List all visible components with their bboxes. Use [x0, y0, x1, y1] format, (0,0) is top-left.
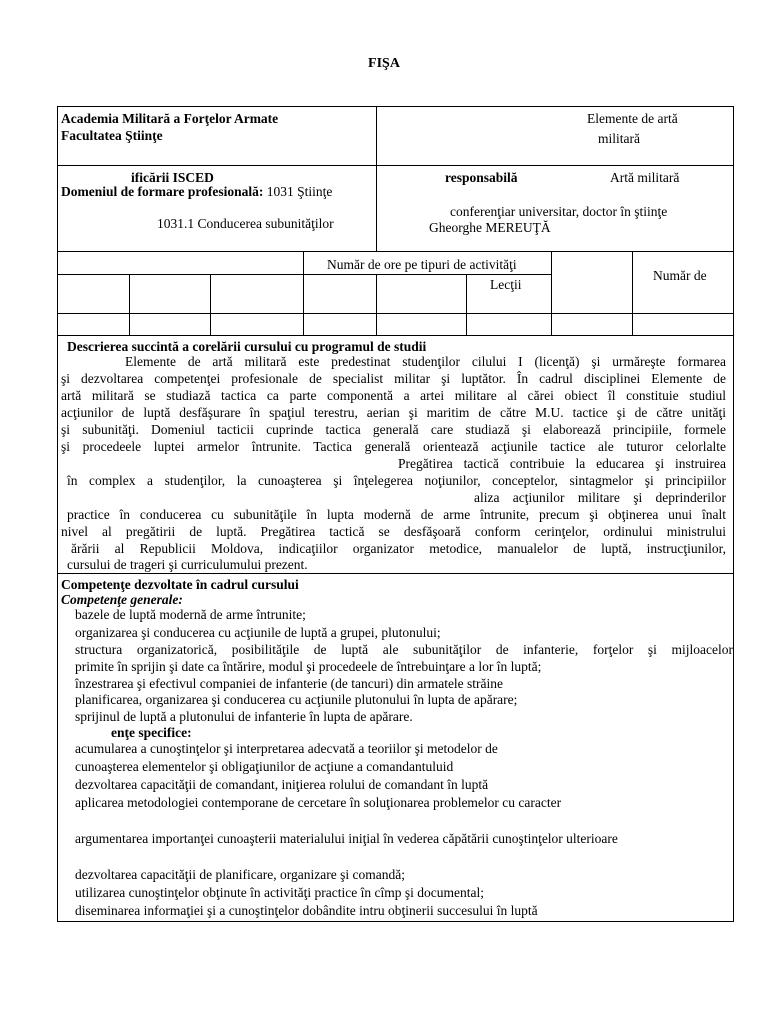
document-title: FIŞA: [368, 56, 400, 71]
list-item: structura organizatorică, posibilităţile de luptă ale subunităţilor de infanterie, forţelor şi mijloacelor: [75, 642, 733, 657]
list-item: cunoaşterea elementelor şi obligaţiunilor de acţiune a comandantuluid: [75, 759, 454, 774]
list-item: sprijinul de luptă a plutonului de infanterie în lupta de apărare.: [75, 709, 413, 724]
description-line: practice în conducerea cu subunităţile în lupta modernă de arme întrunite, precum şi obţinerea unui înalt: [67, 507, 726, 522]
course-name-line2: militară: [598, 131, 640, 146]
domain-line: [61, 184, 332, 200]
institution-name: Academia Militară a Forţelor Armate: [61, 111, 279, 126]
list-item: argumentarea importanţei cunoaşterii materialului iniţial în vederea căpătării cunoştinţelor ulterioare: [75, 831, 618, 846]
description-line: Pregătirea tactică contribuie la educarea şi instruirea: [398, 456, 726, 471]
list-item: înzestrarea şi efectivul companiei de infanterie (de tancuri) din armatele străine: [75, 676, 504, 691]
list-item: dezvoltarea capacităţii de comandant, iniţierea rolului de comandant în luptă: [75, 777, 489, 792]
domain-label: Domeniul de formare profesională:: [61, 184, 264, 199]
description-line: Elemente de artă militară este predestinat studenţilor cilului I (licenţă) şi urmăreşte formarea: [125, 354, 726, 369]
description-line: în complex a studenţilor, la cunoaşterea şi înţelegerea noţiunilor, conceptelor, sintagmelor şi principiilor: [67, 473, 726, 488]
description-line: şi dezvoltarea competenţei profesionale de specialist militar şi luptător. În cadrul disciplinei Elemente de: [61, 371, 726, 386]
responsible-value: Artă militară: [610, 170, 680, 185]
description-line: nivel al pregătirii de luptă. Pregătirea tactică se desfăşoară conform cerinţelor, ordinului ministrului: [61, 524, 726, 539]
domain-value: 1031 Ştiinţe: [266, 184, 333, 199]
hours-header: Număr de ore pe tipuri de activităţi: [327, 257, 517, 272]
description-line: acţiunilor de luptă desfăşurare în spaţiul terestru, aerian şi maritim de către M.U. tactice şi de către unităţi: [61, 405, 726, 420]
teacher-title: conferenţiar universitar, doctor în ştiinţe: [450, 204, 668, 219]
lessons-label: Lecţii: [490, 277, 522, 292]
specialty-value: 1031.1 Conducerea subunităţilor: [157, 216, 334, 231]
faculty-name: Facultatea Ştiinţe: [61, 128, 163, 143]
list-item: bazele de luptă modernă de arme întrunite;: [75, 607, 306, 622]
list-item: acumularea a cunoştinţelor şi interpretarea adecvată a teoriilor şi metodelor de: [75, 741, 498, 756]
list-item: dezvoltarea capacităţii de planificare, organizare şi comandă;: [75, 867, 405, 882]
description-line: aliza acţiunilor militare şi deprinderilor: [474, 490, 726, 505]
isced-label: ificării ISCED: [131, 170, 214, 185]
teacher-name: Gheorghe MEREUŢĂ: [429, 220, 551, 235]
general-competences-label: Competenţe generale:: [61, 592, 183, 607]
list-item: utilizarea cunoştinţelor obţinute în activităţi practice în cîmp şi documental;: [75, 885, 484, 900]
description-line: şi procedeele luptei armelor întrunite. Tactica generală orientează acţiunile tactice ale tuturor celorlalte: [61, 439, 726, 454]
number-label: Număr de: [653, 268, 707, 283]
description-line: artă militară se studiază tactica ca parte componentă a artei militare al cărei obiect îl constituie studiul: [61, 388, 726, 403]
specific-competences-label: enţe specifice:: [111, 725, 192, 740]
competences-heading: Competenţe dezvoltate în cadrul cursului: [61, 577, 299, 592]
description-line: ărării al Republicii Moldova, indicaţiilor organizator metodice, manualelor de luptă, instrucţiunilor,: [71, 541, 726, 556]
list-item: primite în sprijin şi date ca întărire, modul şi procedeele de întrebuinţare a lor în luptă;: [75, 659, 542, 674]
description-heading: Descrierea succintă a corelării cursului cu programul de studii: [67, 339, 427, 354]
list-item: aplicarea metodologiei contemporane de cercetare în soluţionarea problemelor cu caracter: [75, 795, 562, 810]
responsible-label: responsabilă: [445, 170, 518, 185]
list-item: diseminarea informaţiei şi a cunoştinţelor dobândite intru obţinerii succesului în luptă: [75, 903, 538, 918]
description-line: cursului de trageri şi curriculumului prezent.: [67, 557, 308, 572]
list-item: organizarea şi conducerea cu acţiunile de luptă a grupei, plutonului;: [75, 625, 441, 640]
list-item: planificarea, organizarea şi conducerea cu acţiunile plutonului în lupta de apărare;: [75, 692, 518, 707]
description-line: şi subunităţi. Domeniul tacticii cuprinde tactica generală care studiază şi elaborează principiile, formele: [61, 422, 726, 437]
course-name-line1: Elemente de artă: [587, 111, 678, 126]
